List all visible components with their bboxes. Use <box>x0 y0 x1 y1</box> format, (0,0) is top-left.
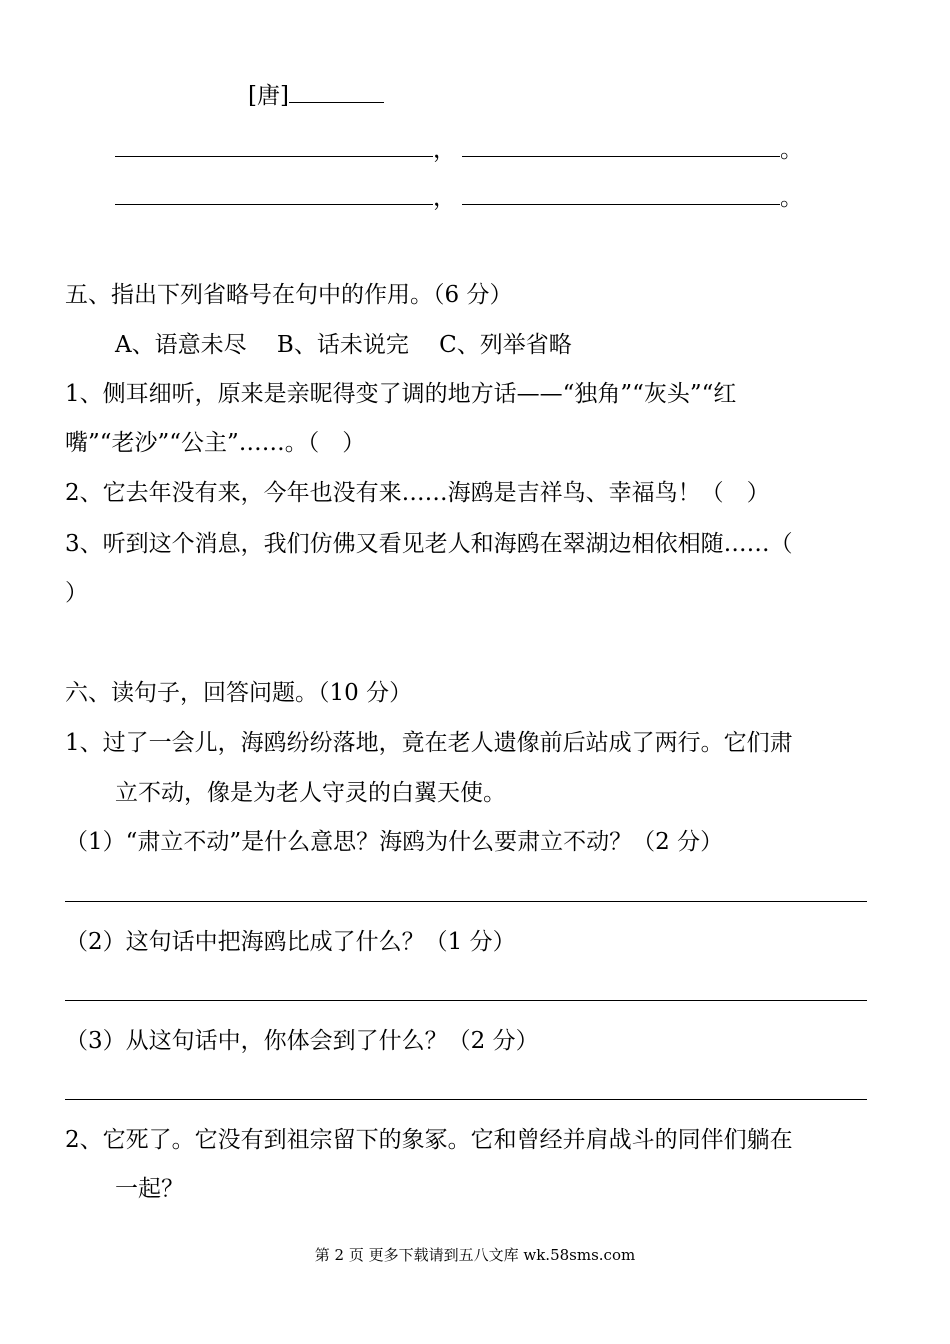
poem-blank-line-1 <box>115 134 803 165</box>
answer-line-3 <box>65 1099 867 1100</box>
poem-blank <box>462 182 780 205</box>
section6-p2-line1: 2、它死了。它没有到祖宗留下的象冢。它和曾经并肩战斗的同伴们躺在 <box>65 1127 793 1153</box>
poem-separator: ， <box>433 185 456 211</box>
section6-p1-line2: 立不动，像是为老人守灵的白翼天使。 <box>115 780 506 806</box>
section5-options: A、语意未尽 B、话未说完 C、列举省略 <box>115 332 572 358</box>
section5-q2: 2、它去年没有来，今年也没有来……海鸥是吉祥鸟、幸福鸟！（ ） <box>65 480 770 506</box>
answer-line-2 <box>65 1000 867 1001</box>
poem-line-end: 。 <box>780 137 803 163</box>
page-footer: 第 2 页 更多下载请到五八文库 wk.58sms.com <box>314 1246 636 1264</box>
poem-dynasty: [唐] <box>248 83 289 109</box>
poem-author-line <box>248 80 384 111</box>
author-blank <box>289 80 384 103</box>
poem-blank <box>115 134 433 157</box>
section6-p2-line2: 一起？ <box>115 1176 184 1202</box>
poem-line-end: 。 <box>780 185 803 211</box>
section6-sub1: （1）“肃立不动”是什么意思？海鸥为什么要肃立不动？（2 分） <box>65 829 724 855</box>
poem-blank-line-2 <box>115 182 803 213</box>
poem-blank <box>462 134 780 157</box>
section5-heading: 五、指出下列省略号在句中的作用。（6 分） <box>65 282 513 308</box>
section5-q3-line1: 3、听到这个消息，我们仿佛又看见老人和海鸥在翠湖边相依相随……（ <box>65 531 793 557</box>
section6-p1-line1: 1、过了一会儿，海鸥纷纷落地，竟在老人遗像前后站成了两行。它们肃 <box>65 730 793 756</box>
section5-q1-line2: 嘴”“老沙”“公主”……。（ ） <box>65 430 366 456</box>
answer-line-1 <box>65 901 867 902</box>
poem-blank <box>115 182 433 205</box>
poem-separator: ， <box>433 137 456 163</box>
section6-sub3: （3）从这句话中，你体会到了什么？（2 分） <box>65 1028 539 1054</box>
section5-q3-line2: ） <box>65 580 88 606</box>
section6-sub2: （2）这句话中把海鸥比成了什么？（1 分） <box>65 929 516 955</box>
section5-q1-line1: 1、侧耳细听，原来是亲昵得变了调的地方话——“独角”“灰头”“红 <box>65 381 737 407</box>
section6-heading: 六、读句子，回答问题。（10 分） <box>65 680 413 706</box>
